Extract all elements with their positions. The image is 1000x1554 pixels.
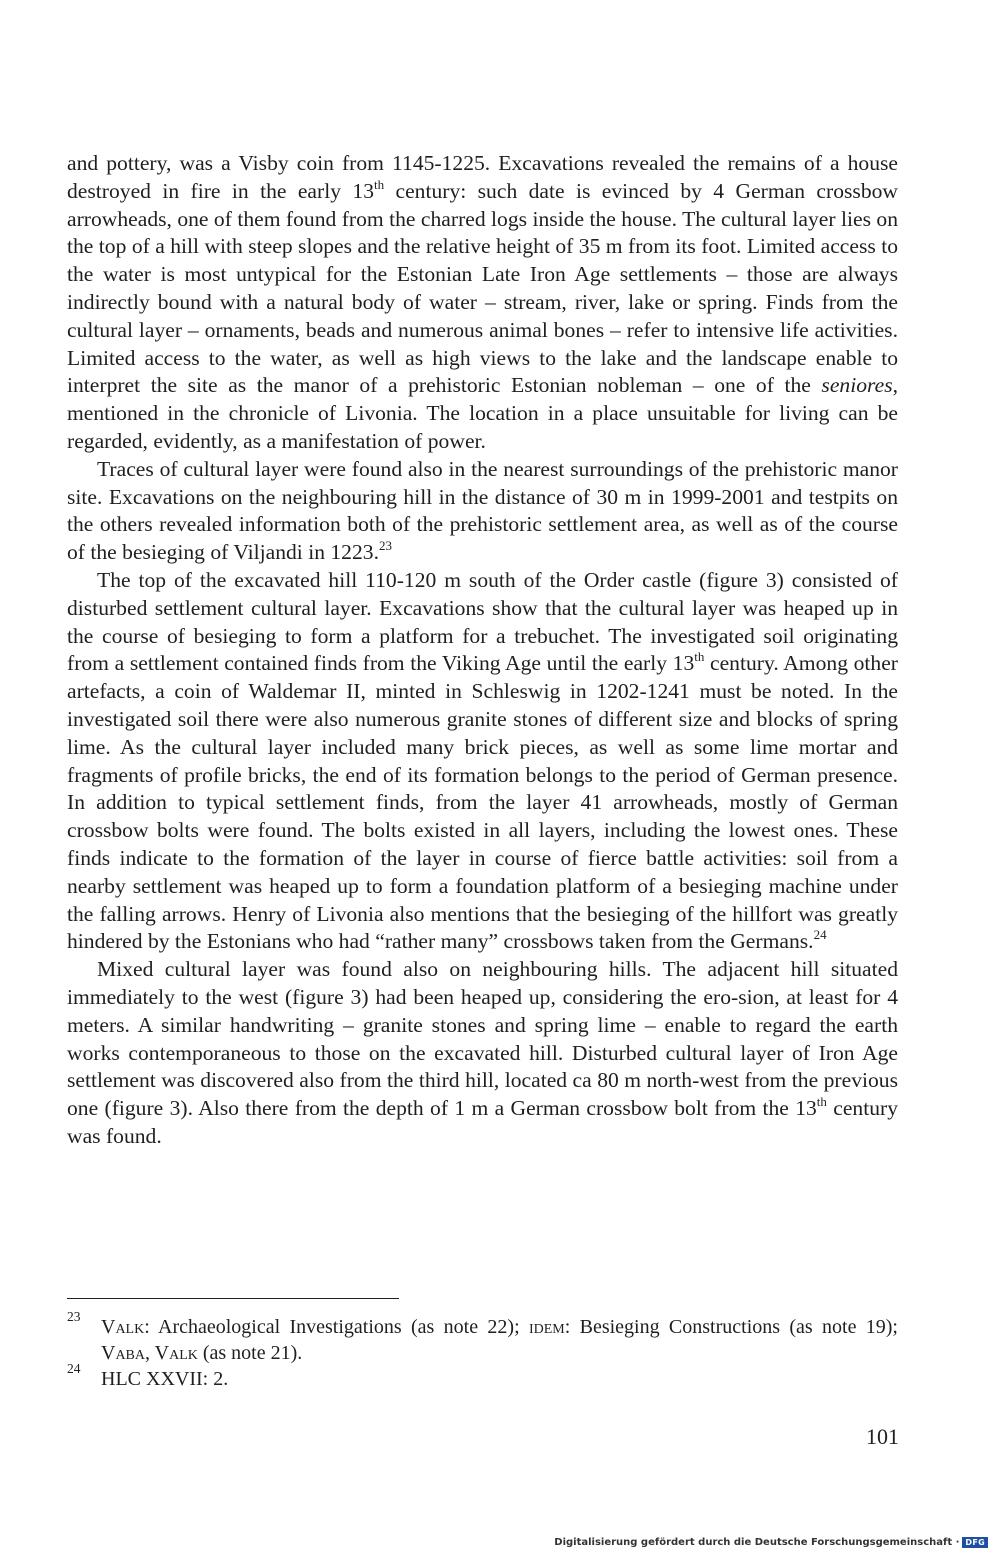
page-number: 101 [866, 1424, 899, 1449]
paragraph-3: The top of the excavated hill 110-120 m south of the Order castle (figure 3) consisted of disturbed settlement cultural layer. Excavations show that the cultural layer was heaped up in the course of besieging to form a platform for a trebuchet. The investigated soil originating from a settlement contained finds from the Viking Age until the early 13th century. Among other artefacts, a coin of Waldemar II, minted in Schleswig in 1202-1241 must be noted. In the investigated soil there were also numerous granite stones of different size and blocks of spring lime. As the cultural layer included many brick pieces, as well as some lime mortar and fragments of profile bricks, the end of its formation belongs to the period of German presence. In addition to typical settlement finds, from the layer 41 arrowheads, mostly of German crossbow bolts were found. The bolts existed in all layers, including the lowest ones. These finds indicate to the formation of the layer in course of fierce battle activities: soil from a nearby settlement was heaped up to form a foundation platform of a besieging machine under the falling arrows. Henry of Livonia also mentions that the besieging of the hillfort was greatly hindered by the Estonians who had “rather many” crossbows taken from the Germans.$^{24}$ [67, 567, 898, 954]
footnote-ref-23[interactable]: 23 [378, 538, 392, 554]
footnote-number: 23 [67, 1309, 81, 1324]
paragraph-4: Mixed cultural layer was found also on neighbouring hills. The adjacent hill situated immediately to the west (figure 3) had been heaped up, considering the ero-sion, at least for 4 meters. A similar handwriting – granite stones and spring lime – enable to regard the earth works contemporaneous to those on the excavated hill. Disturbed cultural layer of Iron Age settlement was discovered also from the third hill, located ca 80 m north-west from the previous one (figure 3). Also there from the depth of 1 m a German crossbow bolt from the 13th century was found. [67, 957, 898, 1148]
author-name: Vaba, Valk [101, 1342, 198, 1364]
digitization-note: Digitalisierung gefördert durch die Deutsche Forschungsgemeinschaft · [554, 1537, 960, 1548]
italic-term: seniores [821, 373, 893, 398]
main-text [67, 150, 898, 1151]
footnote-text: HLC XXVII: 2. [101, 1368, 229, 1390]
paragraph-2: Traces of cultural layer were found also in the nearest surroundings of the prehistoric manor site. Excavations on the neighbouring hill in the distance of 30 m in 1999-2001 and testpits on the others revealed information both of the prehistoric settlement area, as well as of the course of the besieging of Viljandi in 1223.23 [67, 456, 898, 565]
footnote-23: 23 Valk: Archaeological Investigations (as note 22); idem: Besieging Constructions (as note 19); Vaba, Valk (as note 21). [67, 1309, 898, 1364]
footnote-number: 24 [67, 1361, 81, 1376]
dfg-logo-icon: DFG [962, 1537, 988, 1548]
superscript: th [816, 1094, 827, 1110]
digitization-credit [554, 1537, 988, 1548]
footnote-divider [67, 1298, 399, 1299]
footnote-ref-24[interactable]: 24 [813, 927, 827, 943]
footnotes [67, 1309, 898, 1392]
superscript: th [694, 649, 705, 665]
paragraph-1: and pottery, was a Visby coin from 1145-1225. Excavations revealed the remains of a house destroyed in fire in the early 13th century: such date is evinced by 4 German crossbow arrowheads, one of them found from the charred logs inside the house. The cultural layer lies on the top of a hill with steep slopes and the relative height of 35 m from its foot. Limited access to the water is most untypical for the Estonian Late Iron Age settlements – those are always indirectly bound with a natural body of water – stream, river, lake or spring. Finds from the cultural layer – ornaments, beads and numerous animal bones – refer to intensive life activities. Limited access to the water, as well as high views to the lake and the landscape enable to interpret the site as the manor of a prehistoric Estonian nobleman – one of the seniores, mentioned in the chronicle of Livonia. The location in a place unsuitable for living can be regarded, evidently, as a manifestation of power. [67, 151, 899, 453]
author-name: idem [528, 1316, 565, 1338]
superscript: th [374, 176, 385, 192]
footnote-24 [67, 1361, 898, 1392]
author-name: Valk [101, 1316, 145, 1338]
